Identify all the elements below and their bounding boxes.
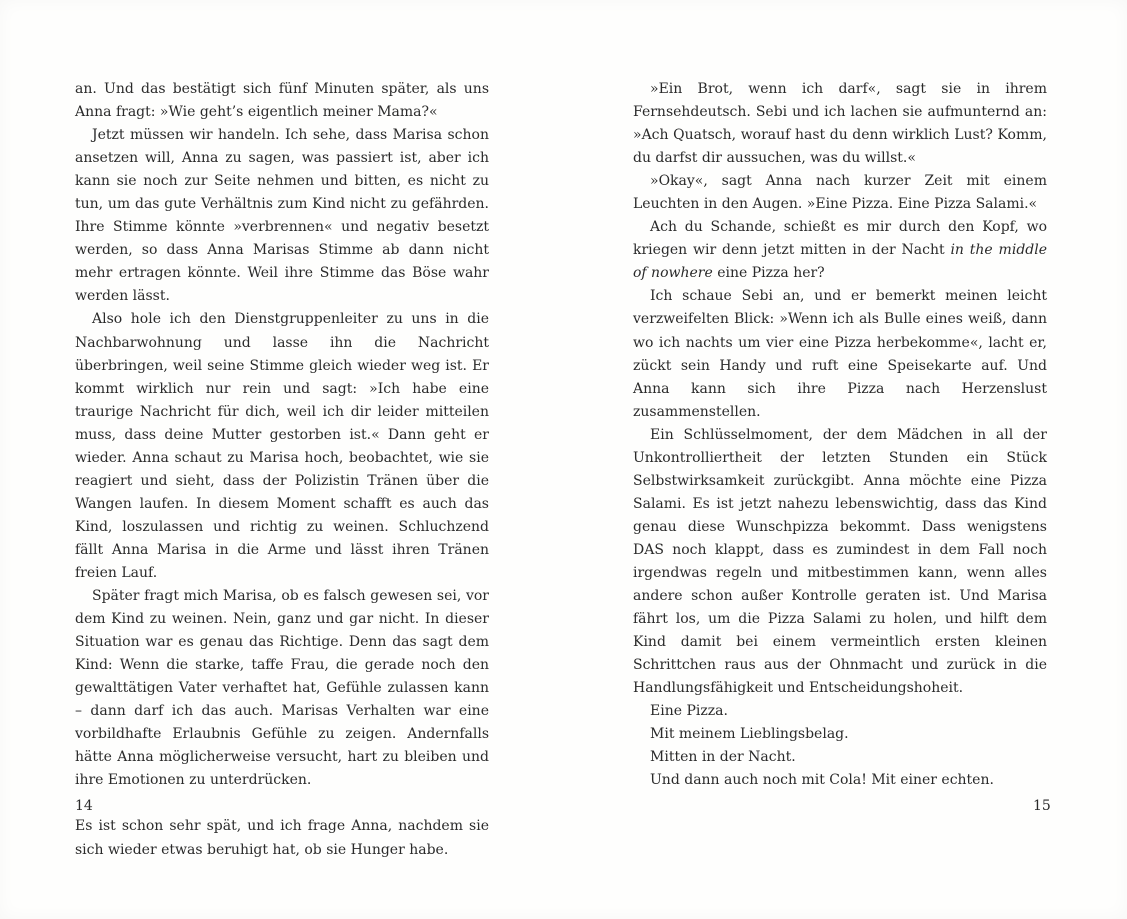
paragraph: Eine Pizza. xyxy=(650,703,728,720)
paragraph: Es ist schon sehr spät, und ich frage Anna, nachdem sie sich wieder etwas beruhigt hat, ob sie Hunger habe. xyxy=(75,818,489,858)
page-number-left: 14 xyxy=(75,798,93,814)
paragraph: Also hole ich den Dienstgruppenleiter zu uns in die Nachbarwohnung und lasse ihn die Nachricht überbringen, weil seine Stimme gleich wieder weg ist. Er kommt wirklich nur rein und sagt: »Ich habe eine traurige Nachricht für dich, weil ich dir leider mitteilen muss, dass deine Mutter gestorben ist.« Dann geht er wieder. Anna schaut zu Marisa hoch, beobachtet, wie sie reagiert und sieht, dass der Polizistin Tränen über die Wangen laufen. In diesem Moment schafft es auch das Kind, loszulassen und richtig zu weinen. Schluchzend fällt Anna Marisa in die Arme und lässt ihren Tränen freien Lauf. xyxy=(75,311,489,581)
paragraph: Ein Schlüsselmoment, der dem Mädchen in all der Unkontrolliertheit der letzten Stunden ein Stück Selbstwirksamkeit zurückgibt. Anna möchte eine Pizza Salami. Es ist jetzt nahezu lebenswichtig, dass das Kind genau diese Wunschpizza bekommt. Dass wenigstens DAS noch klappt, dass es zumindest in dem Fall noch irgendwas regeln und mitbestimmen kann, wenn alles andere schon außer Kontrolle geraten ist. Und Marisa fährt los, um die Pizza Salami zu holen, und hilft dem Kind damit bei einem vermeintlich ersten kleinen Schrittchen raus aus der Ohnmacht und zurück in die Handlungsfähigkeit und Entscheidungshoheit. xyxy=(633,426,1047,697)
paragraph: an. Und das bestätigt sich fünf Minuten später, als uns Anna fragt: »Wie geht’s eigentlich meiner Mama?« xyxy=(75,81,489,121)
paragraph: Jetzt müssen wir handeln. Ich sehe, dass Marisa schon ansetzen will, Anna zu sagen, was passiert ist, aber ich kann sie noch zur Seite nehmen und bitten, es nicht zu tun, um das gute Verhältnis zum Kind nicht zu gefährden. Ihre Stimme könnte »verbrennen« und negativ besetzt werden, so dass Anna Marisas Stimme ab dann nicht mehr ertragen könnte. Weil ihre Stimme das Böse wahr werden lässt. xyxy=(75,127,489,305)
italic-phrase: in the middle of nowhere xyxy=(633,242,1047,282)
paragraph-text: Ach du Schande, schießt es mir durch den Kopf, wo kriegen wir denn jetzt mitten in der Nacht xyxy=(633,219,1047,259)
page-number-right: 15 xyxy=(1033,798,1051,814)
paragraph: »Ein Brot, wenn ich darf«, sagt sie in ihrem Fernsehdeutsch. Sebi und ich lachen sie aufmunternd an: »Ach Quatsch, worauf hast du denn wirklich Lust? Komm, du darfst dir aussuchen, was du willst.« xyxy=(633,81,1047,167)
paragraph: Ich schaue Sebi an, und er bemerkt meinen leicht verzweifelten Blick: »Wenn ich als Bulle eines weiß, dann wo ich nachts um vier eine Pizza herbekomme«, lacht er, zückt sein Handy und ruft eine Speisekarte auf. Und Anna kann sich ihre Pizza nach Herzenslust zusammenstellen. xyxy=(633,288,1047,420)
left-page xyxy=(75,78,489,862)
right-page xyxy=(633,78,1047,792)
paragraph: Mit meinem Lieblingsbelag. xyxy=(650,726,849,743)
paragraph: Und dann auch noch mit Cola! Mit einer echten. xyxy=(650,772,994,789)
paragraph: Mitten in der Nacht. xyxy=(650,749,796,766)
paragraph: Später fragt mich Marisa, ob es falsch gewesen sei, vor dem Kind zu weinen. Nein, ganz und gar nicht. In dieser Situation war es genau das Richtige. Denn das sagt dem Kind: Wenn die starke, taffe Frau, die gerade noch den gewalttätigen Vater verhaftet hat, Gefühle zulassen kann – dann darf ich das auch. Marisas Verhalten war eine vorbildhafte Erlaubnis Gefühle zu zeigen. Andernfalls hätte Anna möglicherweise versucht, hart zu bleiben und ihre Emotionen zu unterdrücken. xyxy=(75,588,489,789)
paragraph xyxy=(633,216,1047,285)
paragraph-text: eine Pizza her? xyxy=(712,265,825,282)
paragraph: »Okay«, sagt Anna nach kurzer Zeit mit einem Leuchten in den Augen. »Eine Pizza. Eine Pizza Salami.« xyxy=(633,173,1047,213)
